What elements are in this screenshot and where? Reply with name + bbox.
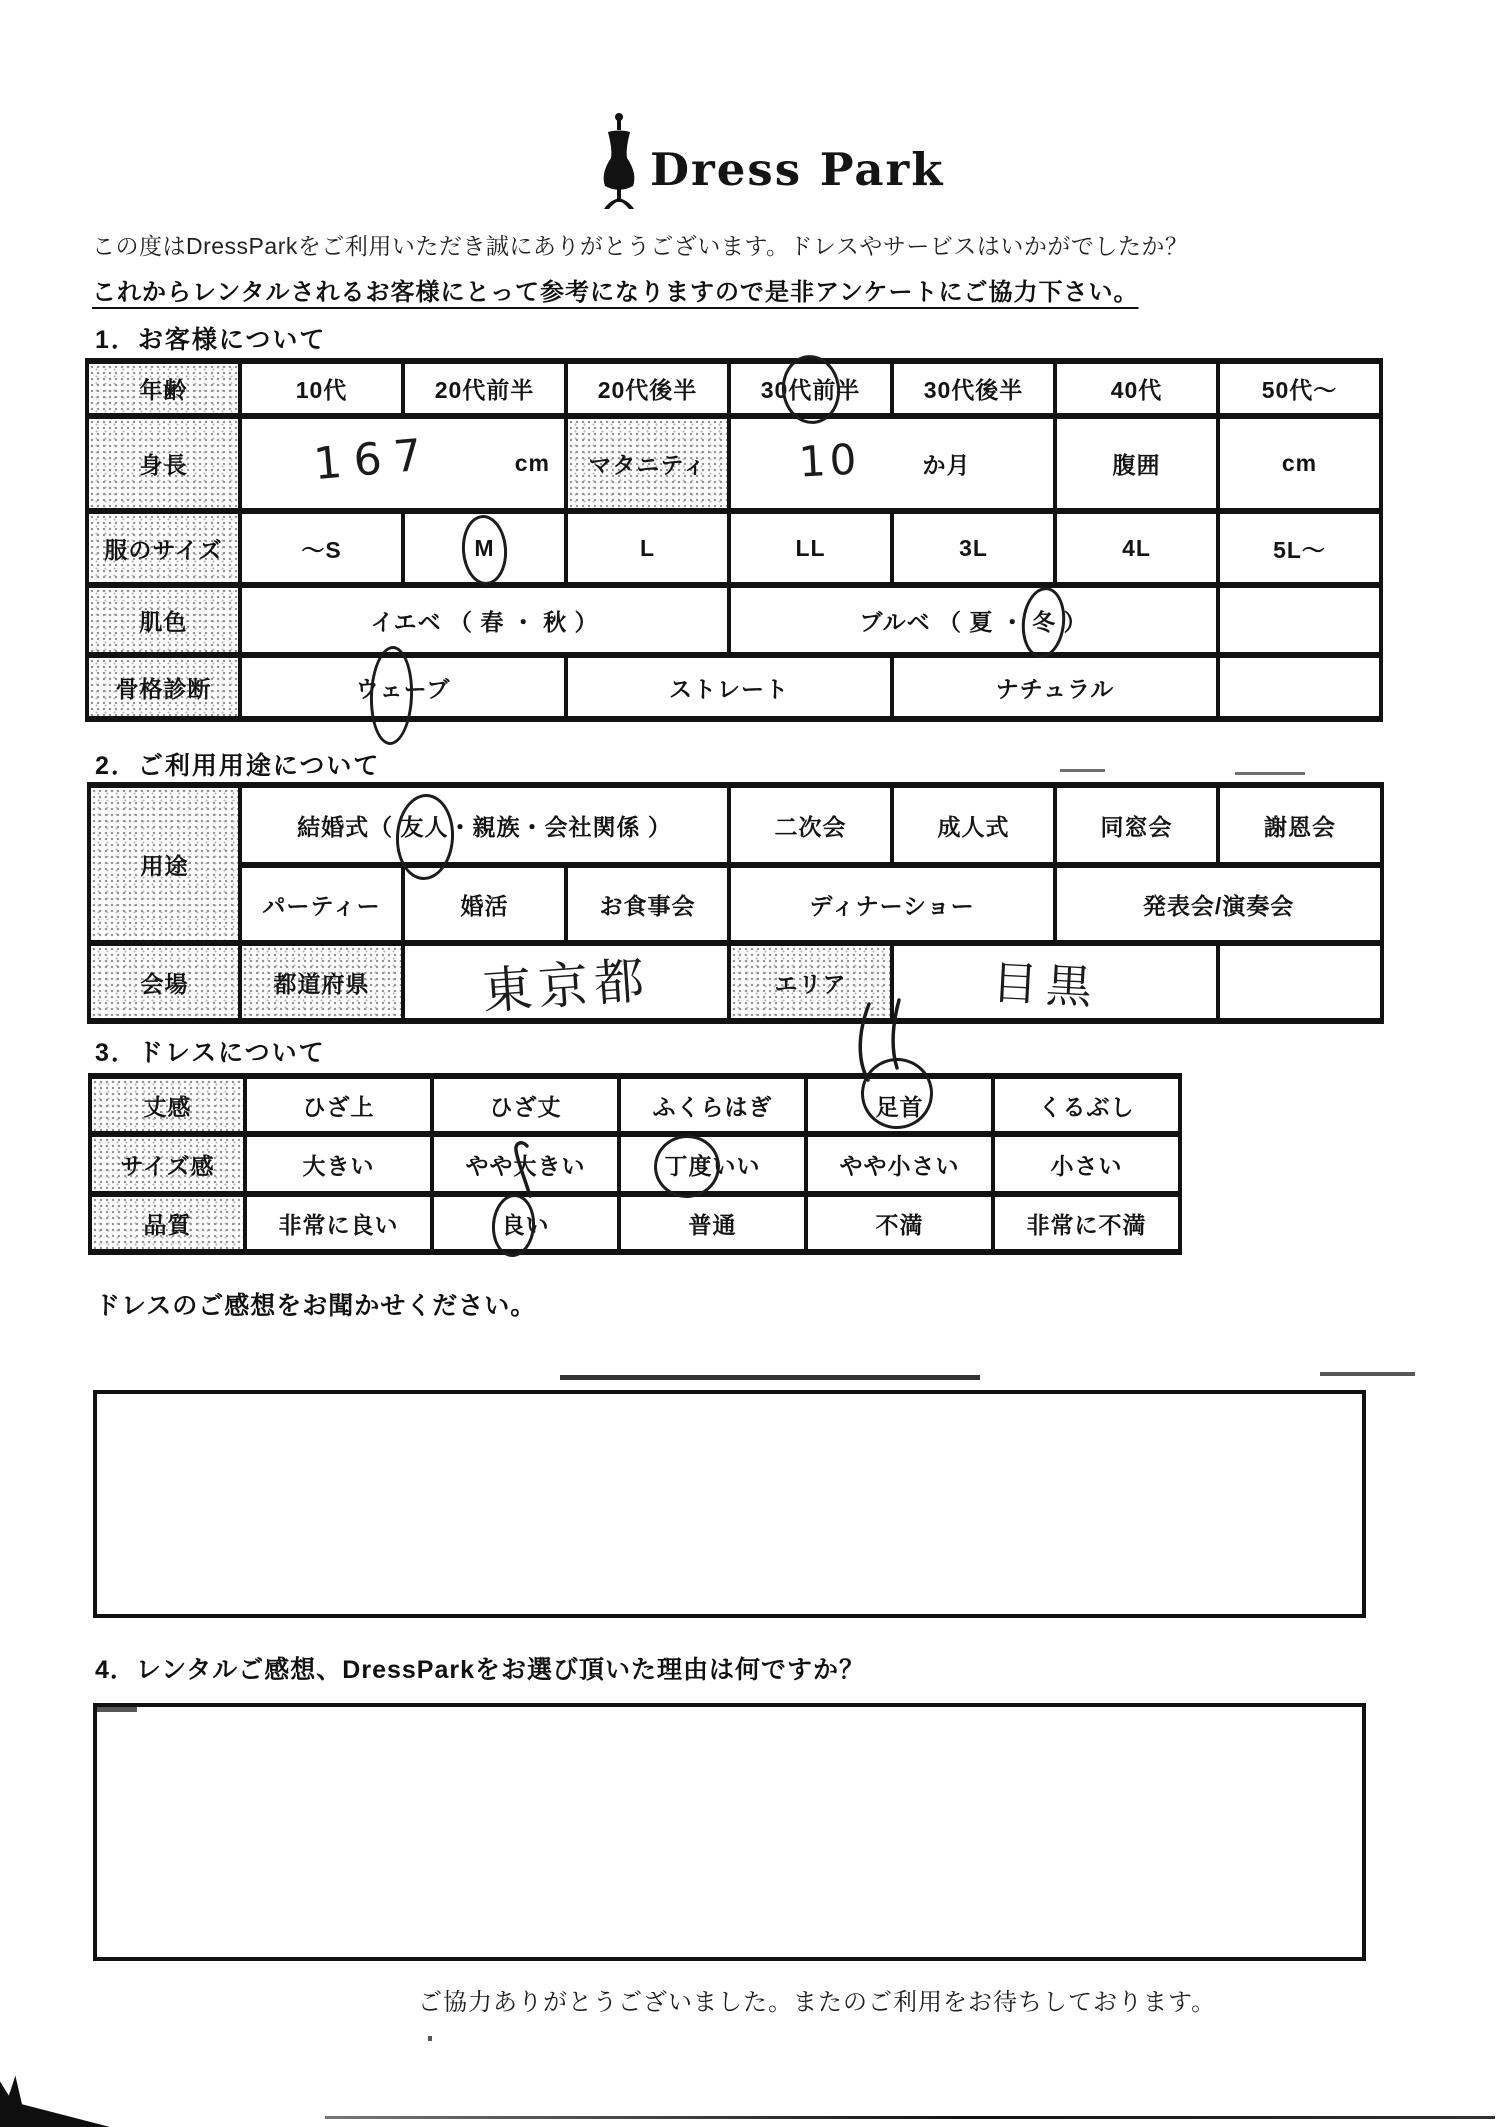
skin-option-blue-selected [729, 585, 1218, 655]
scan-speck [1060, 769, 1105, 772]
area-label-cell: エリア [729, 943, 892, 1021]
fit-option-big: 大きい [245, 1134, 432, 1194]
length-option-ankle-selected [806, 1076, 993, 1134]
use-row-header: 用途 [89, 785, 240, 943]
prefecture-label-cell: 都道府県 [240, 943, 403, 1021]
age-option-late20s: 20代後半 [566, 361, 729, 416]
frame-wave-post: ーブ [403, 675, 451, 702]
length-option-above-knee: ひざ上 [245, 1076, 432, 1134]
dressform-icon [600, 112, 640, 212]
pen-circle-wave [380, 671, 404, 704]
brand-logo [600, 112, 944, 212]
pen-circle-winter [1032, 604, 1056, 637]
wedding-pre: 結婚式（ [297, 813, 401, 840]
length-option-calf: ふくらはぎ [619, 1076, 806, 1134]
quality-option-very-good: 非常に良い [245, 1194, 432, 1252]
use-option-dinner-show: ディナーショー [729, 865, 1055, 943]
skin-blue-post: ） [1056, 608, 1088, 635]
fit-option-slightly-small: やや小さい [806, 1134, 993, 1194]
use-option-meal: お食事会 [566, 865, 729, 943]
age-option-early20s: 20代前半 [403, 361, 566, 416]
wedding-post: ・親族・会社関係 ） [448, 813, 672, 840]
quality-good-circled: 良 [501, 1211, 526, 1238]
age-early30s-pre: 30 [760, 377, 789, 403]
waist-label-cell: 腹囲 [1055, 416, 1218, 511]
fit-option-slightly-big: やや大きい [432, 1134, 619, 1194]
size-option-s: ～S [240, 511, 403, 585]
size-option-ll: LL [729, 511, 892, 585]
fit-just-right-post: いい [712, 1152, 761, 1179]
use-option-recital: 発表会/演奏会 [1055, 865, 1382, 943]
length-ankle-label: 足首 [875, 1093, 924, 1120]
pen-circle-friend [401, 809, 449, 842]
pen-circle-fit [665, 1148, 713, 1181]
scan-speck [1235, 772, 1305, 775]
prefecture-handwritten: 東京都 [480, 951, 653, 1021]
pen-circle-age [788, 372, 836, 405]
empty-area [1218, 943, 1382, 1021]
use-option-wedding-selected [240, 785, 729, 865]
months-unit: か月 [922, 452, 971, 478]
age-option-10s: 10代 [240, 361, 403, 416]
scan-dot [428, 2036, 432, 2041]
pen-circle-ankle [876, 1089, 924, 1122]
section3-title: 3．ドレスについて [95, 1039, 326, 1067]
use-option-afterparty: 二次会 [729, 785, 892, 865]
height-row-header: 身長 [87, 416, 240, 511]
quality-good-post: い [525, 1211, 550, 1238]
age-option-50s: 50代～ [1218, 361, 1381, 416]
maternity-label-cell: マタニティ [566, 416, 729, 511]
fit-just-right-circled: 丁度 [664, 1152, 713, 1179]
age-row-header: 年齢 [87, 361, 240, 416]
age-option-late30s: 30代後半 [892, 361, 1055, 416]
intro-line1: この度はDressParkをご利用いただき誠にありがとうございます。ドレスやサービスはいかがでしたか？ [92, 233, 1189, 259]
height-value-cell [240, 416, 566, 511]
fit-option-small: 小さい [993, 1134, 1180, 1194]
age-option-40s: 40代 [1055, 361, 1218, 416]
dress-table [88, 1073, 1182, 1255]
quality-option-bad: 不満 [806, 1194, 993, 1252]
use-option-reunion: 同窓会 [1055, 785, 1218, 865]
size-option-3l: 3L [892, 511, 1055, 585]
customer-table [85, 358, 1383, 722]
empty-area [1218, 585, 1381, 655]
pen-circle-size-m [474, 535, 494, 562]
fit-option-just-right-selected [619, 1134, 806, 1194]
section2-title: 2．ご利用用途について [95, 752, 381, 780]
use-option-konkatsu: 婚活 [403, 865, 566, 943]
wedding-friend-label: 友人 [400, 813, 449, 840]
length-option-knee: ひざ丈 [432, 1076, 619, 1134]
prefecture-value-cell [403, 943, 729, 1021]
scan-speck [97, 1707, 137, 1712]
frame-option-wave-selected [240, 655, 566, 719]
skin-blue-pre: ブルベ （ 夏 ・ [859, 608, 1033, 635]
brand-name: Dress Park [650, 142, 945, 196]
venue-row-header: 会場 [89, 943, 240, 1021]
quality-option-normal: 普通 [619, 1194, 806, 1252]
length-option-anklebone: くるぶし [993, 1076, 1180, 1134]
length-row-header: 丈感 [90, 1076, 245, 1134]
waist-unit-cell: cm [1218, 416, 1381, 511]
size-option-4l: 4L [1055, 511, 1218, 585]
frame-row-header: 骨格診断 [87, 655, 240, 719]
fit-row-header: サイズ感 [90, 1134, 245, 1194]
use-option-thanks-party: 謝恩会 [1218, 785, 1382, 865]
empty-area [1218, 655, 1381, 719]
height-value-handwritten: 167 [311, 428, 436, 491]
size-option-5l: 5L～ [1218, 511, 1381, 585]
footer-thanks: ご協力ありがとうございました。またのご利用をお待ちしております。 [418, 1989, 1217, 2016]
section1-title: 1．お客様について [95, 326, 327, 354]
scan-bottom-line [325, 2116, 1495, 2119]
maternity-months-handwritten: 10 [797, 434, 862, 487]
area-handwritten: 目黒 [990, 955, 1102, 1015]
dress-comment-box[interactable] [93, 1390, 1366, 1618]
maternity-months-cell [729, 416, 1055, 511]
scan-smudge-line [1320, 1372, 1415, 1376]
size-option-m-selected [403, 511, 566, 585]
frame-option-straight: ストレート [566, 655, 892, 719]
intro-line2: これからレンタルされるお客様にとって参考になりますので是非アンケートにご協力下さい。 [92, 279, 1139, 306]
area-value-cell [892, 943, 1218, 1021]
size-row-header: 服のサイズ [87, 511, 240, 585]
age-early30s-post: 半 [836, 377, 861, 403]
use-option-party: パーティー [240, 865, 403, 943]
skin-winter-label: 冬 [1032, 608, 1057, 635]
frame-option-natural: ナチュラル [892, 655, 1218, 719]
skin-option-yellow: イエベ （ 春 ・ 秋 ） [240, 585, 729, 655]
comment1-title: ドレスのご感想をお聞かせください。 [95, 1292, 537, 1320]
frame-wave-circled: ェ [379, 675, 404, 702]
quality-option-good-selected [432, 1194, 619, 1252]
usage-table [87, 782, 1384, 1024]
quality-row-header: 品質 [90, 1194, 245, 1252]
scan-corner-smudge [0, 2070, 110, 2127]
scan-smudge-line [560, 1375, 980, 1380]
age-early30s-circled: 代前 [788, 377, 837, 403]
quality-option-very-bad: 非常に不満 [993, 1194, 1180, 1252]
skin-row-header: 肌色 [87, 585, 240, 655]
use-option-coming-of-age: 成人式 [892, 785, 1055, 865]
section4-title: 4．レンタルご感想、DressParkをお選び頂いた理由は何ですか？ [95, 1656, 865, 1684]
age-option-early30s-selected [729, 361, 892, 416]
pen-circle-good [502, 1207, 526, 1240]
rental-comment-box[interactable] [93, 1703, 1366, 1961]
size-m-label: M [474, 534, 495, 561]
frame-wave-pre: ウ [355, 675, 380, 702]
size-option-l: L [566, 511, 729, 585]
height-unit: cm [514, 450, 550, 476]
